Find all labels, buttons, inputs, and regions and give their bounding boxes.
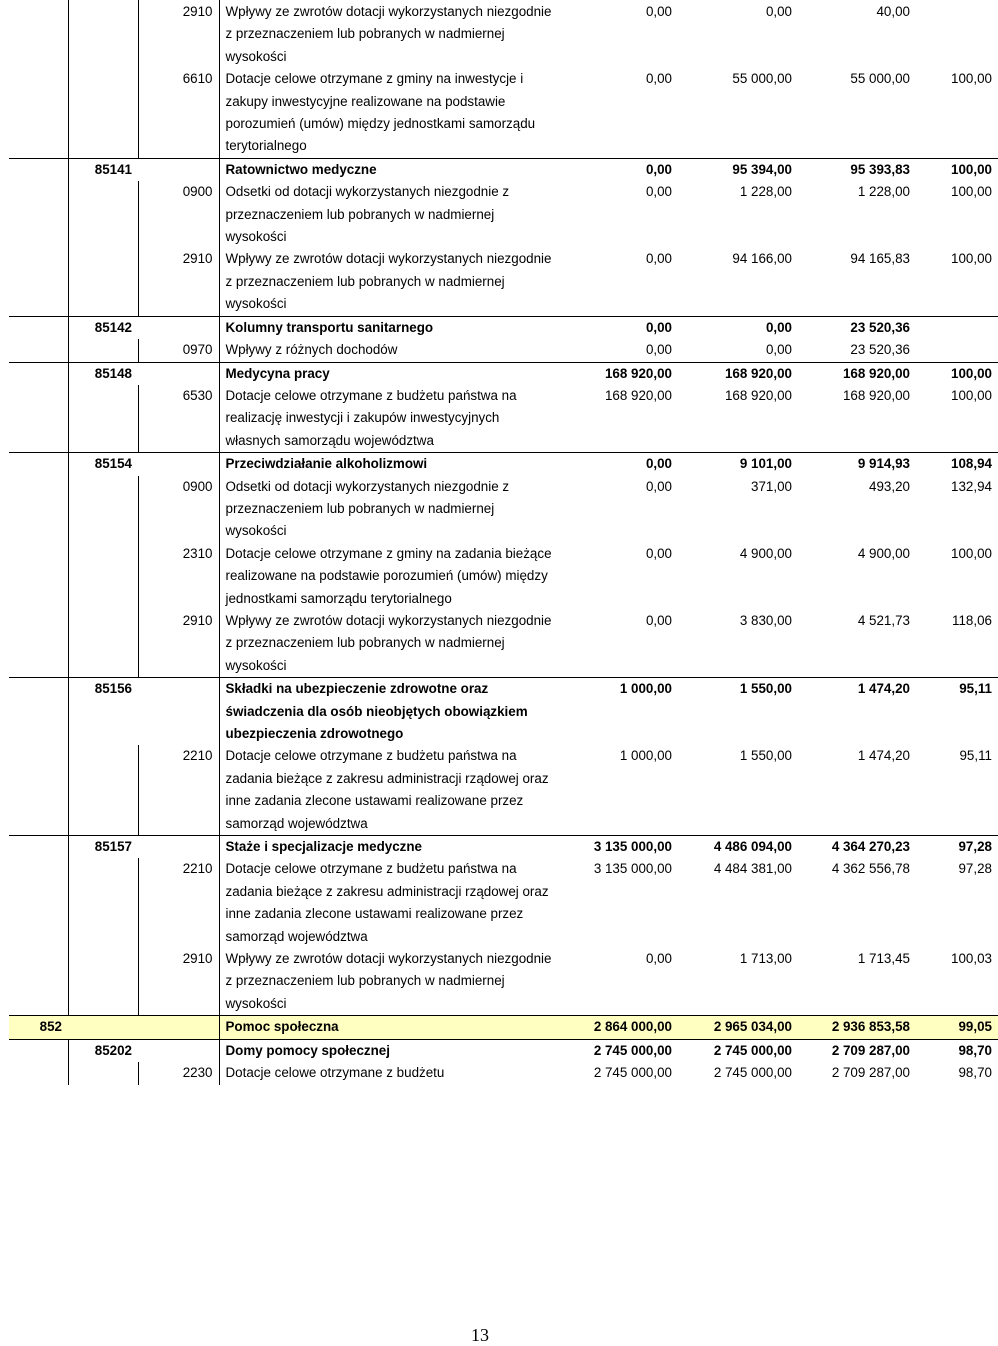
item-name: Odsetki od dotacji wykorzystanych niezgodnie z przeznaczeniem lub pobranych w nadmiernej wysokości (219, 476, 558, 543)
section-code (9, 678, 68, 746)
planned-amount: 0,00 (558, 453, 678, 476)
chapter-code (68, 68, 138, 158)
paragraph-row (9, 385, 998, 453)
chapter-row (9, 836, 998, 859)
paragraph-row (9, 68, 998, 158)
paragraph-code: 6610 (138, 68, 219, 158)
planned-amount: 2 745 000,00 (593, 1065, 672, 1081)
paragraph-row (9, 476, 998, 543)
chapter-row (9, 316, 998, 339)
execution-percent: 100,00 (951, 71, 992, 87)
chapter-code (68, 181, 138, 248)
paragraph-row (9, 543, 998, 610)
executed-amount: 40,00 (876, 4, 910, 19)
executed-amount: 2 709 287,00 (831, 1065, 910, 1081)
executed-amount: 168 920,00 (798, 362, 916, 385)
executed-amount: 1 474,20 (798, 678, 916, 746)
chapter-row (9, 678, 998, 746)
amended-plan-amount: 9 101,00 (678, 453, 798, 476)
paragraph-row (9, 0, 998, 68)
amended-plan-amount: 2 745 000,00 (713, 1065, 792, 1081)
planned-amount: 0,00 (645, 478, 672, 494)
planned-amount: 0,00 (645, 342, 672, 358)
chapter-row (9, 158, 998, 181)
chapter-code (68, 339, 138, 362)
amended-plan-amount: 1 713,00 (739, 951, 792, 967)
planned-amount: 2 745 000,00 (558, 1039, 678, 1062)
paragraph-code (138, 362, 219, 385)
execution-percent: 100,00 (951, 184, 992, 200)
executed-amount: 95 393,83 (798, 158, 916, 181)
page-number: 13 (471, 1325, 489, 1345)
paragraph-code (138, 316, 219, 339)
section-code (9, 385, 68, 453)
execution-percent: 100,00 (951, 545, 992, 561)
execution-percent: 98,70 (916, 1039, 998, 1062)
planned-amount: 168 920,00 (604, 387, 672, 403)
paragraph-row (9, 948, 998, 1016)
paragraph-row (9, 339, 998, 362)
executed-amount: 9 914,93 (798, 453, 916, 476)
paragraph-code: 2310 (138, 543, 219, 610)
planned-amount: 1 000,00 (619, 748, 672, 764)
execution-percent: 95,11 (916, 678, 998, 746)
section-code (9, 1062, 68, 1084)
item-name: Medycyna pracy (219, 362, 558, 385)
paragraph-code: 6530 (138, 385, 219, 453)
paragraph-code: 0970 (138, 339, 219, 362)
paragraph-code: 2210 (138, 858, 219, 948)
execution-percent (916, 316, 998, 339)
amended-plan-amount: 168 920,00 (724, 387, 792, 403)
amended-plan-amount: 2 745 000,00 (678, 1039, 798, 1062)
planned-amount: 0,00 (558, 316, 678, 339)
execution-percent: 95,11 (959, 748, 992, 764)
planned-amount: 0,00 (645, 951, 672, 967)
section-code (9, 858, 68, 948)
paragraph-code: 2230 (138, 1062, 219, 1084)
chapter-code (68, 858, 138, 948)
executed-amount: 1 228,00 (857, 184, 910, 200)
revenue-table-body (9, 0, 998, 1085)
planned-amount: 168 920,00 (558, 362, 678, 385)
amended-plan-amount: 94 166,00 (732, 251, 792, 267)
paragraph-code (138, 1016, 219, 1039)
chapter-code (68, 745, 138, 835)
execution-percent: 99,05 (916, 1016, 998, 1039)
section-code (9, 1039, 68, 1062)
chapter-code: 85141 (68, 158, 138, 181)
item-name: Dotacje celowe otrzymane z budżetu państwa na zadania bieżące z zakresu administracji rządowej oraz inne zadania zlecone ustawami realizowane przez samorząd województwa (219, 858, 558, 948)
item-name: Przeciwdziałanie alkoholizmowi (219, 453, 558, 476)
paragraph-code: 2910 (138, 948, 219, 1016)
section-code (9, 948, 68, 1016)
paragraph-code (138, 158, 219, 181)
chapter-code (68, 248, 138, 316)
item-name: Dotacje celowe otrzymane z gminy na zadania bieżące realizowane na podstawie porozumień (umów) między jednostkami samorządu terytorialnego (219, 543, 558, 610)
planned-amount: 3 135 000,00 (558, 836, 678, 859)
paragraph-row (9, 610, 998, 678)
planned-amount: 0,00 (645, 184, 672, 200)
execution-percent: 118,06 (952, 612, 992, 628)
item-name: Staże i specjalizacje medyczne (219, 836, 558, 859)
paragraph-row (9, 181, 998, 248)
item-name: Domy pomocy społecznej (219, 1039, 558, 1062)
executed-amount: 4 521,73 (857, 612, 910, 628)
section-code (9, 543, 68, 610)
paragraph-code: 2910 (138, 610, 219, 678)
amended-plan-amount: 1 550,00 (739, 748, 792, 764)
item-name: Ratownictwo medyczne (219, 158, 558, 181)
executed-amount: 1 474,20 (857, 748, 910, 764)
chapter-code (68, 385, 138, 453)
executed-amount: 2 709 287,00 (798, 1039, 916, 1062)
section-code (9, 181, 68, 248)
planned-amount: 1 000,00 (558, 678, 678, 746)
execution-percent: 100,00 (951, 387, 992, 403)
item-name: Wpływy ze zwrotów dotacji wykorzystanych niezgodnie z przeznaczeniem lub pobranych w nadmiernej wysokości (219, 610, 558, 678)
section-code (9, 610, 68, 678)
item-name: Dotacje celowe otrzymane z gminy na inwestycje i zakupy inwestycyjne realizowane na podstawie porozumień (umów) między jednostkami samorządu terytorialnego (219, 68, 558, 158)
amended-plan-amount: 0,00 (765, 4, 792, 19)
executed-amount: 493,20 (869, 478, 910, 494)
planned-amount: 0,00 (645, 612, 672, 628)
paragraph-code: 0900 (138, 476, 219, 543)
paragraph-code (138, 1039, 219, 1062)
execution-percent: 97,28 (958, 861, 992, 877)
section-code (9, 158, 68, 181)
section-code (9, 339, 68, 362)
item-name: Dotacje celowe otrzymane z budżetu państwa na zadania bieżące z zakresu administracji rządowej oraz inne zadania zlecone ustawami realizowane przez samorząd województwa (219, 745, 558, 835)
section-code (9, 316, 68, 339)
amended-plan-amount: 0,00 (678, 316, 798, 339)
execution-percent: 132,94 (951, 478, 992, 494)
paragraph-row (9, 745, 998, 835)
chapter-code: 85142 (68, 316, 138, 339)
amended-plan-amount: 4 900,00 (739, 545, 792, 561)
executed-amount: 2 936 853,58 (798, 1016, 916, 1039)
chapter-code (68, 1016, 138, 1039)
item-name: Wpływy ze zwrotów dotacji wykorzystanych niezgodnie z przeznaczeniem lub pobranych w nadmiernej wysokości (219, 0, 558, 68)
executed-amount: 168 920,00 (842, 387, 910, 403)
amended-plan-amount: 1 550,00 (678, 678, 798, 746)
section-code (9, 745, 68, 835)
chapter-code (68, 948, 138, 1016)
chapter-code (68, 1062, 138, 1084)
amended-plan-amount: 0,00 (765, 342, 792, 358)
execution-percent: 100,00 (951, 251, 992, 267)
paragraph-code: 2210 (138, 745, 219, 835)
executed-amount: 23 520,36 (798, 316, 916, 339)
chapter-row (9, 362, 998, 385)
execution-percent: 98,70 (958, 1065, 992, 1081)
item-name: Odsetki od dotacji wykorzystanych niezgodnie z przeznaczeniem lub pobranych w nadmiernej wysokości (219, 181, 558, 248)
planned-amount: 3 135 000,00 (593, 861, 672, 877)
planned-amount: 0,00 (645, 4, 672, 19)
section-row (9, 1016, 998, 1039)
section-code (9, 362, 68, 385)
paragraph-code: 2910 (138, 248, 219, 316)
execution-percent: 100,03 (951, 951, 992, 967)
planned-amount: 0,00 (558, 158, 678, 181)
chapter-code: 85156 (68, 678, 138, 746)
section-code (9, 476, 68, 543)
revenue-table (9, 0, 998, 1085)
execution-percent: 100,00 (916, 158, 998, 181)
execution-percent (916, 339, 998, 362)
chapter-code (68, 610, 138, 678)
amended-plan-amount: 95 394,00 (678, 158, 798, 181)
planned-amount: 0,00 (645, 71, 672, 87)
chapter-row (9, 1039, 998, 1062)
executed-amount: 55 000,00 (850, 71, 910, 87)
item-name: Dotacje celowe otrzymane z budżetu państwa na realizację inwestycji i zakupów inwestycyjnych własnych samorządu województwa (219, 385, 558, 453)
paragraph-code (138, 678, 219, 746)
amended-plan-amount: 168 920,00 (678, 362, 798, 385)
amended-plan-amount: 1 228,00 (739, 184, 792, 200)
amended-plan-amount: 4 484 381,00 (713, 861, 792, 877)
executed-amount: 4 364 270,23 (798, 836, 916, 859)
planned-amount: 0,00 (645, 251, 672, 267)
paragraph-code (138, 453, 219, 476)
item-name: Kolumny transportu sanitarnego (219, 316, 558, 339)
item-name: Wpływy ze zwrotów dotacji wykorzystanych niezgodnie z przeznaczeniem lub pobranych w nadmiernej wysokości (219, 948, 558, 1016)
amended-plan-amount: 371,00 (751, 478, 792, 494)
paragraph-row (9, 248, 998, 316)
amended-plan-amount: 2 965 034,00 (678, 1016, 798, 1039)
paragraph-code: 2910 (138, 0, 219, 68)
chapter-code (68, 476, 138, 543)
chapter-code: 85148 (68, 362, 138, 385)
chapter-code (68, 0, 138, 68)
executed-amount: 23 520,36 (850, 342, 910, 358)
paragraph-code (138, 836, 219, 859)
item-name: Pomoc społeczna (219, 1016, 558, 1039)
executed-amount: 4 900,00 (857, 545, 910, 561)
chapter-code (68, 543, 138, 610)
item-name: Dotacje celowe otrzymane z budżetu (219, 1062, 558, 1084)
chapter-code: 85202 (68, 1039, 138, 1062)
section-code (9, 0, 68, 68)
section-code (9, 248, 68, 316)
planned-amount: 2 864 000,00 (558, 1016, 678, 1039)
amended-plan-amount: 3 830,00 (739, 612, 792, 628)
paragraph-code: 0900 (138, 181, 219, 248)
executed-amount: 1 713,45 (857, 951, 910, 967)
planned-amount: 0,00 (645, 545, 672, 561)
section-code (9, 68, 68, 158)
execution-percent: 100,00 (916, 362, 998, 385)
chapter-code: 85154 (68, 453, 138, 476)
amended-plan-amount: 55 000,00 (732, 71, 792, 87)
execution-percent: 97,28 (916, 836, 998, 859)
amended-plan-amount: 4 486 094,00 (678, 836, 798, 859)
executed-amount: 94 165,83 (850, 251, 910, 267)
executed-amount: 4 362 556,78 (831, 861, 910, 877)
paragraph-row (9, 858, 998, 948)
chapter-code: 85157 (68, 836, 138, 859)
chapter-row (9, 453, 998, 476)
item-name: Wpływy ze zwrotów dotacji wykorzystanych niezgodnie z przeznaczeniem lub pobranych w nadmiernej wysokości (219, 248, 558, 316)
item-name: Wpływy z różnych dochodów (219, 339, 558, 362)
item-name: Składki na ubezpieczenie zdrowotne oraz świadczenia dla osób nieobjętych obowiązkiem ubezpieczenia zdrowotnego (219, 678, 558, 746)
paragraph-row (9, 1062, 998, 1084)
execution-percent: 108,94 (916, 453, 998, 476)
section-code: 852 (9, 1016, 68, 1039)
execution-percent (916, 0, 998, 68)
section-code (9, 453, 68, 476)
section-code (9, 836, 68, 859)
